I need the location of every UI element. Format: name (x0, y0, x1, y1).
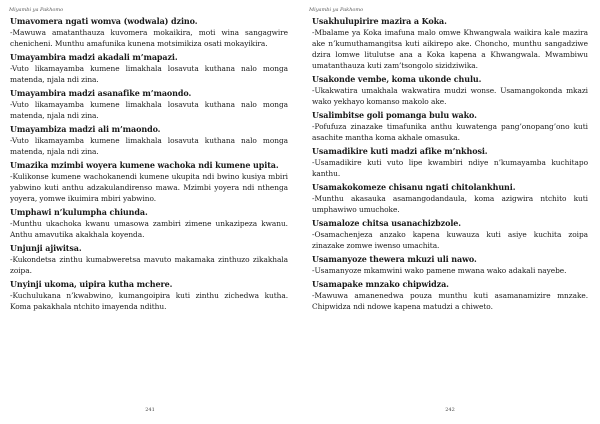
proverb-explanation: -Kulikonse kumene wachokanendi kumene ukupita ndi bwino kusiya mbiri yabwino kuti anthu adzakulandirenso mawa. Mzimbi yoyera ndi nthenga yoyera, yomwe ikuimira mbiri yabwino. (10, 172, 288, 203)
proverb-title: Usalimbitse goli pomanga bulu wako. (312, 110, 477, 120)
proverb-title: Usamaloze chitsa usanachizbzole. (312, 218, 461, 228)
proverb-explanation: -Ukakwatira umakhala wakwatira mudzi wonse. Usamangokonda mkazi wako yekhayo komanso makolo ake. (312, 86, 588, 106)
proverb-entry (312, 218, 588, 251)
proverb-title: Usamanyoze thewera mkuzi uli nawo. (312, 254, 477, 264)
running-head: Miyambi ya Pakhomo (9, 7, 64, 13)
proverb-title: Unjunji ajiwitsa. (10, 243, 82, 253)
proverb-column (312, 16, 588, 315)
proverb-title: Unyinji ukoma, uipira kutha mchere. (10, 279, 173, 289)
proverb-entry (10, 207, 288, 240)
right-page (300, 0, 600, 424)
proverb-entry (312, 279, 588, 312)
proverb-explanation: -Osamachenjeza anzako kapena kuwauza kuti asiye kuchita zoipa zinazake zomwe iwenso umachita. (312, 230, 588, 250)
proverb-explanation: -Usamanyoze mkamwini wako pamene mwana wako adakali nayebe. (312, 266, 567, 275)
proverb-entry (10, 52, 288, 85)
proverb-explanation: -Usamadikire kuti vuto lipe kwambiri ndiye n’kumayamba kuchitapo kanthu. (312, 158, 588, 178)
proverb-title: Usakonde vembe, koma ukonde chulu. (312, 74, 482, 84)
proverb-explanation: -Kuchulukana n’kwabwino, kumangoipira kuti zinthu zichedwa kutha. Koma pakakhala ntchito imayenda ndithu. (10, 291, 288, 311)
proverb-entry (10, 124, 288, 157)
proverb-explanation: -Mbalame ya Koka imafuna malo omwe Khwangwala waikira kale mazira ake n’kumuthamangitsa kuti aikirepo ake. Choncho, munthu sangadziwe dzira lomwe litulutse ana a Koka kapena a Khwangwala. Mwambiwu umatanthauza kuti zam’tsongolo sizidziwika. (312, 28, 588, 70)
proverb-entry (312, 182, 588, 215)
proverb-entry (10, 243, 288, 276)
proverb-entry (312, 74, 588, 107)
proverb-explanation: -Pofufuza zinazake timafunika anthu kuwatenga pang’onopang’ono kuti asachite mantha koma akhale omasuka. (312, 122, 588, 142)
proverb-explanation: -Vuto likamayamba kumene limakhala losavuta kuthana nalo monga matenda, njala ndi zina. (10, 100, 288, 120)
running-head: Miyambi ya Pakhomo (309, 7, 364, 13)
proverb-title: Usakhulupirire mazira a Koka. (312, 16, 447, 26)
proverb-column (10, 16, 288, 315)
proverb-entry (312, 110, 588, 143)
proverb-explanation: -Mawuwa amatanthauza kuvomera mokaikira, moti wina sangagwire chenicheni. Munthu amafunika kunena motsimikiza osati mokayikira. (10, 28, 288, 48)
proverb-entry (312, 146, 588, 179)
proverb-title: Umavomera ngati womva (wodwala) dzino. (10, 16, 198, 26)
proverb-title: Umayambira madzi akadali m’mapazi. (10, 52, 178, 62)
proverb-title: Usamakokomeze chisanu ngati chitolankhuni. (312, 182, 516, 192)
proverb-explanation: -Munthu ukachoka kwanu umasowa zambiri zimene unkazipeza kwanu. Anthu amavutika akakhala koyenda. (10, 219, 288, 239)
proverb-explanation: -Munthu akasauka asamangodandaula, koma azigwira ntchito kuti umphawiwo umuchoke. (312, 194, 588, 214)
proverb-title: Umphawi n’kulumpha chiunda. (10, 207, 148, 217)
proverb-title: Usamapake mnzako chipwidza. (312, 279, 449, 289)
proverb-title: Usamadikire kuti madzi afike m’nkhosi. (312, 146, 488, 156)
page-number: 242 (445, 407, 455, 413)
proverb-title: Umazika mzimbi woyera kumene wachoka ndi kumene upita. (10, 160, 279, 170)
proverb-entry (10, 88, 288, 121)
proverb-title: Umayambira madzi asanafike m’maondo. (10, 88, 192, 98)
proverb-explanation: -Vuto likamayamba kumene limakhala losavuta kuthana nalo monga matenda, njala ndi zina. (10, 136, 288, 156)
proverb-explanation: -Mawuwa amanenedwa pouza munthu kuti asamanamizire mnzake. Chipwidza ndi ndowe kapena matudzi a chiweto. (312, 291, 588, 311)
proverb-explanation: -Vuto likamayamba kumene limakhala losavuta kuthana nalo monga matenda, njala ndi zina. (10, 64, 288, 84)
proverb-entry (312, 16, 588, 71)
page-number: 241 (145, 407, 155, 413)
proverb-entry (312, 254, 588, 276)
proverb-entry (10, 160, 288, 204)
proverb-entry (10, 16, 288, 49)
proverb-title: Umayambiza madzi ali m’maondo. (10, 124, 161, 134)
proverb-entry (10, 279, 288, 312)
proverb-explanation: -Kukondetsa zinthu kumabweretsa mavuto makamaka zinthuzo zikakhala zoipa. (10, 255, 288, 275)
